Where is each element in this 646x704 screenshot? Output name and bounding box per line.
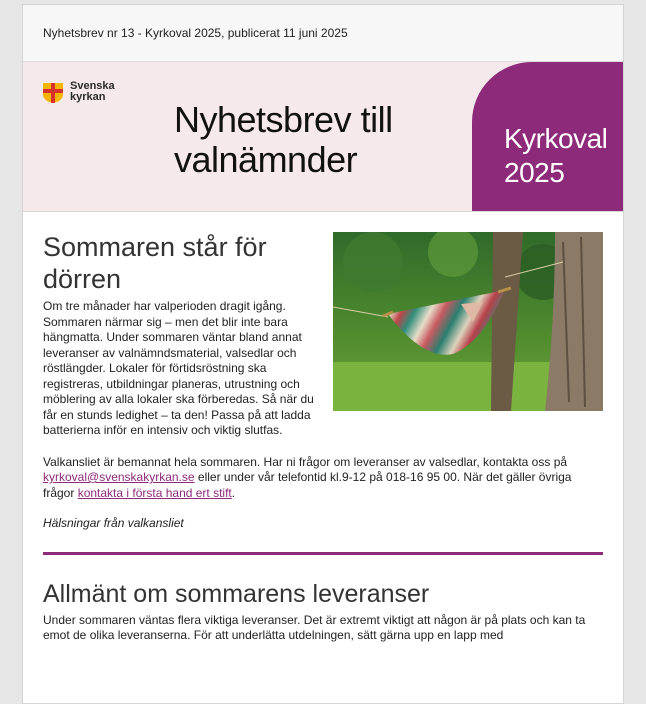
contact-text-middle: eller under vår telefontid kl.9-12 på 018-16 95 00. När det gäller övriga frågor (43, 470, 572, 500)
section-divider (43, 552, 603, 555)
deliveries-paragraph: Under sommaren väntas flera viktiga leveranser. Det är extremt viktigt att någon är på plats och kan ta emot de olika leveranserna. För att underlätta utdelningen, sätt gärna upp en lapp med (43, 612, 586, 642)
section-title-deliveries: Allmänt om sommarens leveranser (43, 579, 430, 608)
section-title-summer-line1: Sommaren står för (43, 232, 267, 262)
newsletter-title-line1: Nyhetsbrev till (174, 99, 393, 140)
contact-paragraph (43, 455, 603, 502)
hammock-photo (333, 232, 603, 411)
newsletter-title (174, 100, 393, 180)
preheader-text: Nyhetsbrev nr 13 - Kyrkoval 2025, publicerat 11 juni 2025 (43, 26, 348, 40)
church-cross-icon (41, 80, 65, 104)
contact-diocese-link[interactable]: kontakta i första hand ert stift (77, 485, 232, 500)
contact-email-link[interactable]: kyrkoval@svenskakyrkan.se (43, 470, 195, 484)
intro-paragraph: Om tre månader har valperioden dragit igång. Sommaren närmar sig – men det blir inte bara hängmatta. Under sommaren väntar bland annat leveranser av valnämndsmaterial, valsedlar och röstlängder. Lokaler för förtidsröstning ska registreras, utbildningar planeras, utrustning och möblering av alla lokaler ska förberedas. Så när du får en stunds ledighet – ta den! Passa på att ladda batterierna inför en intensiv och viktig slutfas. (43, 299, 314, 437)
header-banner (23, 62, 623, 212)
logo-text-line2: kyrkan (70, 91, 106, 103)
preheader (23, 5, 623, 62)
newsletter-title-line2: valnämnder (174, 139, 358, 180)
contact-text-end: . (231, 485, 236, 500)
contact-text-start: Valkansliet är bemannat hela sommaren. Har ni frågor om leveranser av valsedlar, kontakta oss på (43, 454, 568, 469)
svenska-kyrkan-logo[interactable] (41, 80, 115, 104)
greeting: Hälsningar från valkansliet (43, 516, 184, 530)
badge-line2: 2025 (504, 157, 565, 188)
newsletter-body (23, 212, 623, 644)
logo-text-line1: Svenska (70, 80, 115, 92)
section-title-summer-line2: dörren (43, 264, 122, 294)
email-container (22, 4, 624, 704)
kyrkoval-badge (472, 62, 623, 212)
badge-line1: Kyrkoval (504, 123, 608, 154)
